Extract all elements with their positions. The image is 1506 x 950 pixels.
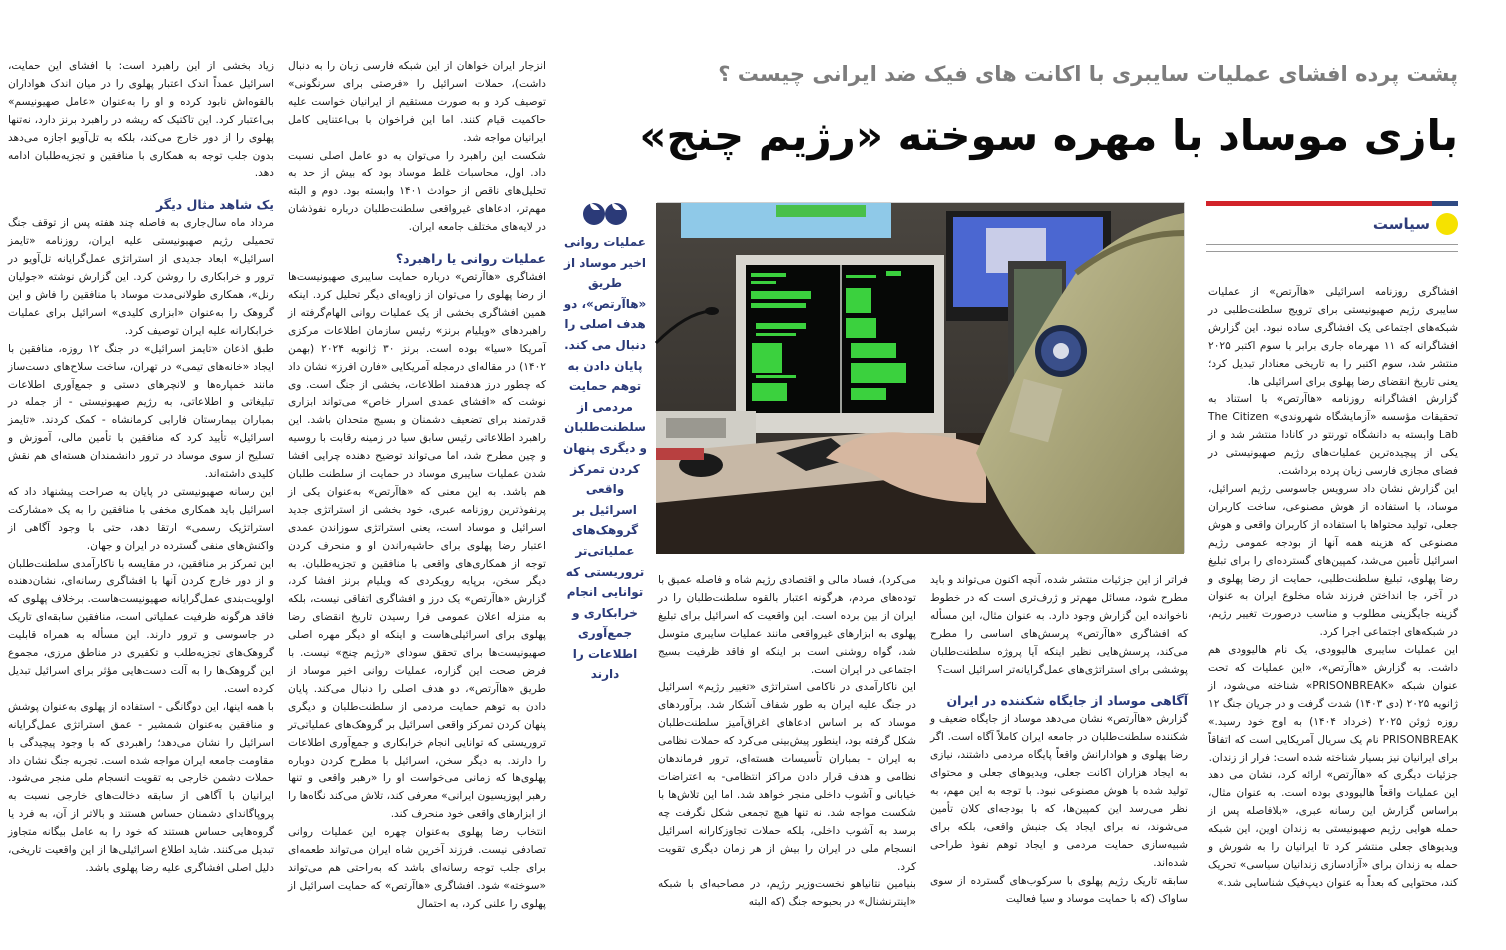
paragraph: بنیامین نتانیاهو نخست‌وزیر رژیم، در مصاحبه‌ای با شبکه «اینترنشنال» در بحبوحه جنگ (که البته: [658, 878, 916, 909]
yellow-dot-icon: [1436, 213, 1458, 235]
paragraph: سابقه تاریک رژیم پهلوی با سرکوب‌های گسترده از سوی ساواک (که با حمایت موساد و سیا فعالیت: [930, 874, 1188, 905]
paragraph: افشاگری روزنامه اسرائیلی «هاآرتص» از عملیات سایبری رژیم صهیونیستی برای ترویج سلطنت‌طلبی در شبکه‌های اجتماعی یک افشاگری ساده نبود. این گزارش افشاگرانه که ۱۱ مهرماه جاری برابر با سوم اکتبر ۲۰۲۵ منتشر شد، سوم اکتبر را به تاریخی معنادار تبدیل کرد؛ یعنی تاریخ انقضای رضا پهلوی برای اسرائیلی ها.: [1208, 286, 1458, 388]
article-column-center-right: [930, 572, 1188, 944]
paragraph: انزجار ایران خواهان از این شبکه فارسی زبان را به دنبال داشت)، حملات اسرائیل را «فرصتی برای سرنگونی» توصیف کرد و به صورت مستقیم از ایرانیان خواست علیه حاکمیت قیام کنند. اما این فراخوان با بی‌اعتنایی کامل ایرانیان مواجه شد.: [288, 60, 546, 144]
paragraph: شکست این راهبرد را می‌توان به دو عامل اصلی نسبت داد. اول، محاسبات غلط موساد بود که بیش از حد به تحلیل‌های ناقص از حوادث ۱۴۰۱ وابسته بود. دوم و البته مهم‌تر، ادعاهای غیرواقعی سلطنت‌طلبان درباره نفوذشان در لایه‌های مختلف جامعه ایران.: [288, 149, 546, 234]
article-headline: بازی موساد با مهره سوخته «رژیم چنج»: [639, 111, 1458, 160]
paragraph: فراتر از این جزئیات منتشر شده، آنچه اکنون می‌تواند و باید مطرح شود، مسائل مهم‌تر و ژرف‌تری است که در خطوط ناخوانده این گزارش وجود دارد. به عنوان مثال، این مسأله که افشاگری «هاآرتص» پرسش‌های اساسی را مطرح می‌کند، پرسش‌هایی نظیر اینکه آیا پروژه سلطنت‌طلبان پوششی برای استراتژی‌های عمل‌گرایانه‌تر اسرائیل است؟: [930, 574, 1188, 676]
article-column-center-left: [658, 572, 916, 944]
section-color-bar: [1206, 201, 1458, 206]
paragraph: طبق اذعان «تایمز اسرائیل» در جنگ ۱۲ روزه، منافقین با ایجاد «خانه‌های تیمی» در تهران، ساخت سلاح‌های دست‌ساز مانند خمپاره‌ها و لانچرهای دستی و جمع‌آوری اطلاعات تبلیغاتی و اطلاعاتی، به رژیم صهیونیستی - از جمله در بمباران بیمارستان فارابی کرمانشاه - کمک کردند. «تایمز اسرائیل» تأیید کرد که منافقین با تأمین مالی، آموزش و تسلیح از سوی موساد در ترور دانشمندان هسته‌ای هم نقش کلیدی داشته‌اند.: [8, 342, 274, 481]
paragraph: جزئیات دیگری که «هاآرتص» ارائه کرد، نشان می دهد این عملیات واقعاً هالیوودی بوده است. به عنوان مثال، براساس گزارش این رسانه عبری، «بلافاصله پس از حمله هوایی رژیم صهیونیستی به زندان اوین، این شبکه ویدیوهای جعلی منتشر کرد تا ایرانیان را به شورش و حمله به زندان برای «آزادسازی زندانیان سیاسی» تحریک کند، محتوایی که بعداً به عنوان دیپ‌فیک شناسایی شد.»: [1208, 769, 1458, 889]
paragraph: این عملیات سایبری هالیوودی، یک نام هالیوودی هم داشت. به گزارش «هاآرتص»، «این عملیات که تحت عنوان شبکه «PRISONBREAK» شناخته می‌شود، از ژانویه ۲۰۲۵ (دی ۱۴۰۳) شدت گرفت و در جریان جنگ ۱۲ روزه ژوئن ۲۰۲۵ (خرداد ۱۴۰۴) به اوج خود رسید.» PRISONBREAK نام یک سریال آمریکایی است که اتفاقاً برای ایرانیان نیز بسیار شناخته شده است: فرار از زندان.: [1208, 644, 1458, 764]
paragraph: زیاد بخشی از این راهبرد است: با افشای این حمایت، اسرائیل عمداً اندک اعتبار پهلوی را در میان اندک هواداران بالقوه‌اش نابود کرده و او را به‌عنوان «عامل صهیونیسم» بی‌اعتبار کرد. این تاکتیک که ریشه در راهبرد برنز دارد، نه‌تنها پهلوی را از دور خارج می‌کند، بلکه به تل‌آویو اجازه می‌دهد بدون جلب توجه به همکاری با منافقین و تجزیه‌طلبان ادامه دهد.: [8, 60, 274, 180]
article-photo: [657, 202, 1185, 553]
paragraph: افشاگری «هاآرتص» درباره حمایت سایبری صهیونیست‌ها از رضا پهلوی را می‌توان از زاویه‌ای دیگر تحلیل کرد. اینکه همین افشاگری بخشی از یک عملیات روانی الهام‌گرفته از راهبردهای «ویلیام برنز» رئیس سازمان اطلاعات مرکزی آمریکا «سیا» بوده است. برنز ۳۰ ژانویه ۲۰۲۴ (بهمن ۱۴۰۲) در مقاله‌ای درمجله آمریکایی «فارن افرز» نشان داد که چطور درز هدفمند اطلاعات، بخشی از جنگ است. وی نوشت که «افشای عمدی اسرار خاص» می‌تواند ابزاری قدرتمند برای تضعیف دشمنان و بسیج متحدان باشد. این راهبرد اطلاعاتی رئیس سابق سیا در زمینه رقابت با روسیه و چین مطرح شد، اما می‌تواند توضیح دهنده چرایی افشا شدن عملیات سایبری موساد در حمایت از سلطنت طلبان هم باشد. به این معنی که «هاآرتص» به‌عنوان یکی از پرنفوذترین روزنامه عبری، خود بخشی از استراتژی جدید اسرائیل و موساد است، یعنی استراتژی سوزاندن عمدی اعتبار رضا پهلوی برای حاشیه‌راندن او و منحرف کردن توجه از همکاری‌های واقعی با منافقین و تجزیه‌طلبان. به دیگر سخن، برپایه رویکردی که ویلیام برنز افشا کرد، گزارش «هاآرتص» یک درز و افشاگری اتفاقی نیست، بلکه به منزله اعلان عمومی فرا رسیدن تاریخ انقضای رضا پهلوی برای اسرائیلی‌هاست و اینکه او دیگر مهره اصلی صهیونیست‌ها برای تحقق سودای «رژیم چنج» نیست. با فرض صحت این گزاره، عملیات روانی اخیر موساد از طریق «هاآرتص»، دو هدف اصلی را دنبال می‌کند. پایان دادن به توهم حمایت مردمی از سلطنت‌طلبان و دیگری پنهان کردن تمرکز واقعی اسرائیل بر گروهک‌های عملیاتی‌تر تروریستی که توانایی انجام خرابکاری و جمع‌آوری اطلاعات را دارند. به دیگر سخن، اسرائیل با مطرح کردن دوباره پهلوی‌ها که زمانی می‌خواست او را «رهبر واقعی و تنها رهبر اپوزیسیون ایرانی» معرفی کند، تلاش می‌کند نگاه‌ها را از ابزارهای واقعی خود منحرف کند.: [288, 271, 546, 821]
section-divider: [1206, 244, 1458, 252]
paragraph: با همه اینها، این دوگانگی - استفاده از پهلوی به‌عنوان پوشش و منافقین به‌عنوان شمشیر - عمق استراتژی عمل‌گرایانه اسرائیل را نشان می‌دهد؛ راهبردی که با وجود پیچیدگی با مقاومت جامعه ایران مواجه شده است. تجربه جنگ نشان داد حملات دشمن خارجی به تقویت انسجام ملی منجر می‌شود. ایرانیان با آگاهی از سابقه دخالت‌های خارجی نسبت به پروپاگاندای دشمنان حساس هستند و بالاتر از آن، به فرد یا گروه‌هایی حساس هستند که خود را به عامل بیگانه متجاوز تبدیل می‌کنند. شاید اطلاع اسرائیلی‌ها از این واقعیت تاریخی، دلیل اصلی افشاگری علیه رضا پهلوی باشد.: [8, 700, 274, 874]
paragraph: این تمرکز بر منافقین، در مقایسه با ناکارآمدی سلطنت‌طلبان و از دور خارج کردن آنها با افشاگری رسانه‌ای، نشان‌دهنده اولویت‌بندی عمل‌گرایانه صهیونیست‌هاست. برخلاف پهلوی که فاقد هرگونه ظرفیت عملیاتی است، منافقین سابقه‌ای تاریک در جاسوسی و ترور دارند. این مسأله به همراه قابلیت گروهک‌های تجزیه‌طلب و تکفیری در مناطق مرزی، مجموع این گروهک‌ها را به آلت دست‌هایی مؤثر برای اسرائیل تبدیل کرده است.: [8, 557, 274, 695]
article-column-right: [1208, 284, 1458, 944]
article-column-left-inner: [288, 58, 546, 944]
article-column-left-outer: [8, 58, 274, 944]
paragraph: گزارش افشاگرانه روزنامه «هاآرتص» با استناد به تحقیقات مؤسسه «آزمایشگاه شهروندی» The Citizen Lab وابسته به دانشگاه تورنتو در کانادا منتشر شد و از یکی از پیچیده‌ترین عملیات‌های رژیم صهیونیستی در فضای مجازی فارسی زبان پرده برداشت.: [1208, 393, 1458, 478]
section-label[interactable]: [1206, 209, 1458, 239]
section-name: سیاست: [1372, 215, 1430, 233]
article-kicker: پشت پرده افشای عملیات سایبری با اکانت های فیک ضد ایرانی چیست ؟: [718, 62, 1458, 86]
cyber-operator-photo-icon: [656, 203, 1184, 554]
paragraph: گزارش «هاآرتص» نشان می‌دهد موساد از جایگاه ضعیف و شکننده سلطنت‌طلبان در جامعه ایران کاملاً آگاه است. اگر رضا پهلوی و هوادارانش واقعاً پایگاه مردمی داشتند، نیازی به ایجاد هزاران اکانت جعلی، ویدیوهای جعلی و محتوای تولید شده با هوش مصنوعی نبود. با توجه به این مهم، به نظر می‌رسد این کمپین‌ها، که با بودجه‌ای کلان تأمین می‌شوند، نه برای ایجاد یک جنبش واقعی، بلکه برای شبیه‌سازی حمایت مردمی و ایجاد توهم نفوذ طراحی شده‌اند.: [930, 713, 1188, 869]
paragraph: مرداد ماه سال‌جاری به فاصله چند هفته پس از توقف جنگ تحمیلی رژیم صهیونیستی علیه ایران، روزنامه «تایمز اسرائیل» ابعاد جدیدی از استراتژی عمل‌گرایانه تل‌آویو در ترور و خرابکاری را روشن کرد. این گزارش نوشته «جولیان رنل»، همکاری طولانی‌مدت موساد با منافقین را فاش و این گروهک را به‌عنوان «ابزاری کلیدی» اسرائیل برای عملیات خرابکارانه علیه ایران توصیف کرد.: [8, 217, 274, 337]
quote-marks-icon: [582, 200, 628, 228]
paragraph: انتخاب رضا پهلوی به‌عنوان چهره این عملیات روانی تصادفی نیست. فرزند آخرین شاه ایران می‌تواند طعمه‌ای برای جلب توجه رسانه‌ای باشد که به‌راحتی هم می‌تواند «سوخته» شود. افشاگری «هاآرتص» که حمایت اسرائیل از پهلوی را علنی کرد، به احتمال: [288, 826, 546, 910]
paragraph: این رسانه صهیونیستی در پایان به صراحت پیشنهاد داد که اسرائیل باید همکاری مخفی با منافقین را به یک «مشارکت استراتژیک رسمی» ارتقا دهد، حتی با وجود آگاهی از واکنش‌های منفی گسترده در ایران و جهان.: [8, 485, 274, 552]
subheading: آگاهی موساد از جایگاه شکننده در ایران: [946, 693, 1188, 709]
pull-quote-text: عملیات روانی اخیر موساد از طریق «هاآرتص»، دو هدف اصلی را دنبال می کند. پایان دادن به توهم حمایت مردمی از سلطنت‌طلبان و دیگری پنهان کردن تمرکز واقعی اسرائیل بر گروهک‌های عملیاتی‌تر تروریستی که توانایی انجام خرابکاری و جمع‌آوری اطلاعات را دارند: [563, 235, 647, 682]
paragraph: می‌کرد)، فساد مالی و اقتصادی رژیم شاه و فاصله عمیق با توده‌های مردم، هرگونه اعتبار بالقوه سلطنت‌طلبان را در ایران از بین برده است. این واقعیت که اسرائیل برای تبلیغ پهلوی به ابزارهای غیرواقعی مانند عملیات سایبری متوسل شد، گواه روشنی است بر اینکه او فاقد ظرفیت بسیج اجتماعی در ایران است.: [658, 574, 916, 676]
subheading: یک شاهد مثال دیگر: [156, 197, 274, 213]
paragraph: این گزارش نشان داد سرویس جاسوسی رژیم اسرائیل، موساد، با استفاده از هوش مصنوعی، ساخت کاربران جعلی، تولید محتواها با استفاده از کاربران واقعی و هوش مصنوعی که هزینه همه آنها از بودجه عمومی رژیم اسرائیل تأمین می‌شد، کمپین‌های گسترده‌ای را برای تبلیغ رضا پهلوی، تبلیغ سلطنت‌طلبی، حمایت از رضا پهلوی و در آخر، جا انداختن فرزند شاه مخلوع ایران به عنوان گزینه جایگزینی مطلوب و مناسب درصورت تغییر رژیم، در شبکه‌های اجتماعی اجرا کرد.: [1208, 482, 1458, 639]
paragraph: این ناکارآمدی در ناکامی استراتژی «تغییر رژیم» اسرائیل در جنگ علیه ایران به طور شفاف آشکار شد. برآوردهای موساد که بر اساس ادعاهای اغراق‌آمیز سلطنت‌طلبان شکل گرفته بود، اینطور پیش‌بینی می‌کرد که حملات نظامی به ایران - بمباران تأسیسات هسته‌ای، ترور فرماندهان نظامی و هدف قرار دادن مراکز انتظامی- به اعتراضات خیابانی و آشوب داخلی منجر خواهد شد. اما این تلاش‌ها با شکست مواجه شد. نه تنها هیچ تجمعی شکل نگرفت چه برسد به آشوب داخلی، بلکه حملات تجاوزکارانه اسرائیل انسجام ملی در ایران را بیش از هر زمان دیگری تقویت کرد.: [658, 681, 916, 873]
pull-quote: [562, 200, 648, 682]
subheading: عملیات روانی یا راهبرد؟: [395, 251, 546, 267]
